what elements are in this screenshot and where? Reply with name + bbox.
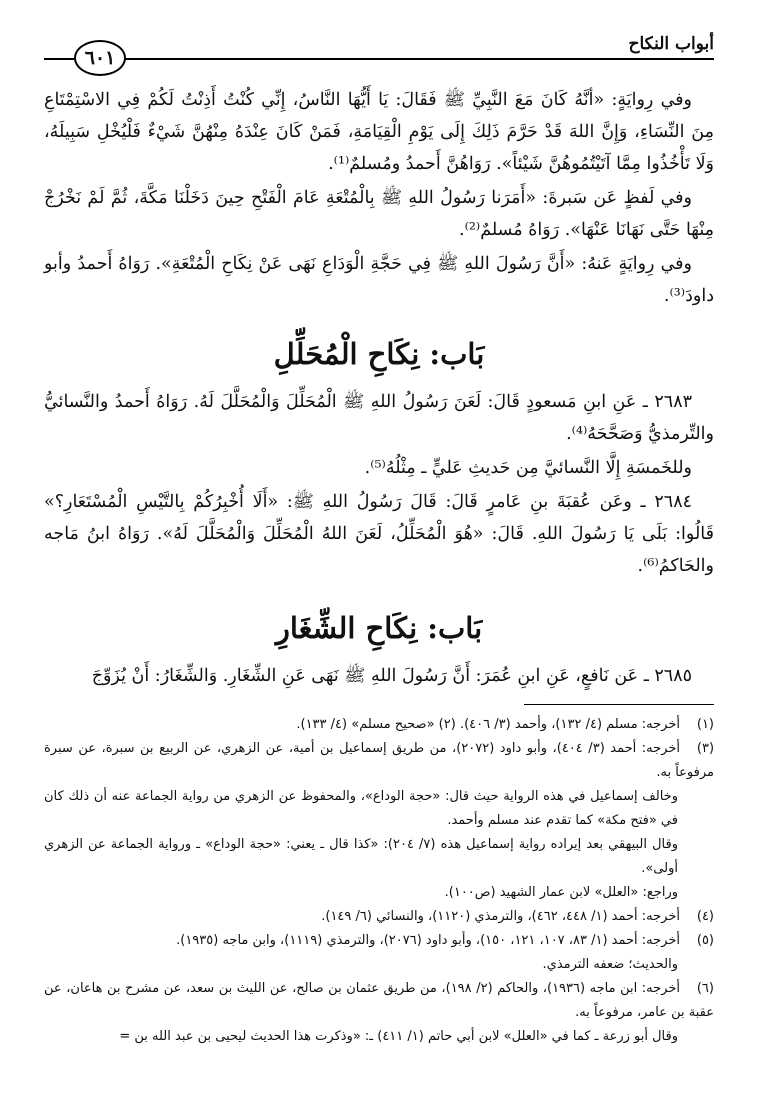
footnote-text: أخرجه: مسلم (٤/ ١٣٢)، وأحمد (٣/ ٤٠٦). (٢) «صحيح مسلم» (٤/ ١٣٣). <box>296 717 680 732</box>
footnote-number: (١) <box>696 717 714 732</box>
hadith-2683: ٢٦٨٣ ـ عَنِ ابنِ مَسعودٍ قَالَ: لَعَنَ رَسُولُ اللهِ ﷺ الْمُحَلِّلَ وَالْمُحَلَّلَ لَهُ. رَوَاهُ أَحمدُ والنَّسائيُّ والتِّرمذيُّ وَصَحَّحَهُ⁽⁴⁾. <box>44 392 714 444</box>
footnote-number: (٦) <box>696 981 714 996</box>
chapter-title-shighar: بَاب: نِكَاحِ الشِّغَارِ <box>275 611 483 645</box>
running-header <box>44 32 714 72</box>
footnote-3-cont-3: وراجع: «العلل» لابن عمار الشهيد (ص١٠٠). <box>444 885 678 900</box>
header-rule-left <box>44 58 74 60</box>
footnote-text: أخرجه: أحمد (٣/ ٤٠٤)، وأبو داود (٢٠٧٢)، من طريق إسماعيل بن أمية، عن الزهري، عن الربيع بن سبرة، عن سبرة مرفوعاً به. <box>44 741 714 780</box>
hadith-2685: ٢٦٨٥ ـ عَن نَافعٍ، عَنِ ابنِ عُمَرَ: أَنَّ رَسُولَ اللهِ ﷺ نَهَى عَنِ الشِّغَارِ. وَالشِّغَارُ: أَنْ يُزَوِّجَ <box>91 666 692 686</box>
footnote-text: أخرجه: أحمد (١/ ٨٣، ١٠٧، ١٢١، ١٥٠)، وأبو داود (٢٠٧٦)، والترمذي (١١١٩)، وابن ماجه (١٩٣٥). <box>176 933 680 948</box>
footnote-text: أخرجه: ابن ماجه (١٩٣٦)، والحاكم (٢/ ١٩٨)، من طريق عثمان بن صالح، عن الليث بن سعد، عن مشرح بن هاعان، عن عقبة بن عامر، مرفوعاً به. <box>44 981 714 1020</box>
hadith-2684: ٢٦٨٤ ـ وعَن عُقبَةَ بنِ عَامرٍ قَالَ: قَالَ رَسُولُ اللهِ ﷺ: «أَلَا أُخْبِرُكُمْ بِالتَّيْسِ الْمُسْتَعَارِ؟» قَالُوا: بَلَى يَا رَسُولَ اللهِ. قَالَ: «هُوَ الْمُحَلِّلُ، لَعَنَ اللهُ الْمُحَلِّلَ وَالْمُحَلَّلَ لَهُ». رَوَاهُ ابنُ مَاجه والحَاكمُ⁽⁶⁾. <box>44 492 714 576</box>
footnote-3-cont-2: وقال البيهقي بعد إيراده رواية إسماعيل هذه (٧/ ٢٠٤): «كذا قال ـ يعني: «حجة الوداع» ـ ورواية الجماعة عن الزهري أولى». <box>44 837 678 876</box>
footnote-3 <box>44 737 714 785</box>
hadith-para-5: وللخَمسَةِ إِلَّا النَّسائيَّ مِن حَديثِ عَليٍّ ـ مِثْلُهُ⁽⁵⁾. <box>364 458 692 478</box>
footnote-rule <box>524 704 714 705</box>
footnote-3-cont-1: وخالف إسماعيل في هذه الرواية حيث قال: «حجة الوداع»، والمحفوظ عن الزهري من رواية الجماعة عنه أن ذلك كان في «فتح مكة» كما تقدم عند مسلم وأحمد. <box>44 789 678 828</box>
footnote-5-cont: والحديث؛ ضعفه الترمذي. <box>542 957 678 972</box>
footnote-number: (٤) <box>696 909 714 924</box>
chapter-title-muhallil: بَاب: نِكَاحِ الْمُحَلِّلِ <box>273 337 485 371</box>
main-text <box>44 84 714 1049</box>
footnote-4 <box>44 905 714 929</box>
header-title: أبواب النكاح <box>628 34 714 54</box>
hadith-para-3: وفي رِوايَةٍ عَنهُ: «أَنَّ رَسُولَ اللهِ ﷺ فِي حَجَّةِ الْوَدَاعِ نَهَى عَنْ نِكَاحِ الْمُتْعَةِ». رَوَاهُ أَحمدُ وأبو داودَ⁽³⁾. <box>44 254 714 306</box>
footnote-number: (٥) <box>696 933 714 948</box>
footnote-6 <box>44 977 714 1025</box>
page-number: ٦٠١ <box>74 40 126 76</box>
footnote-number: (٣) <box>696 741 715 756</box>
footnotes <box>44 713 714 1049</box>
hadith-para-2: وفي لَفظٍ عَن سَبرةَ: «أَمَرَنا رَسُولُ اللهِ ﷺ بِالْمُتْعَةِ عَامَ الْفَتْحِ حِينَ دَخَلْنَا مَكَّةَ، ثُمَّ لَمْ نَخْرُجْ مِنْهَا حَتَّى نَهَانَا عَنْهَا». رَوَاهُ مُسلمٌ⁽²⁾. <box>44 188 714 240</box>
hadith-para-1: وفي رِوايَةٍ: «أنَّهُ كَانَ مَعَ النَّبِيِّ ﷺ فَقَالَ: يَا أَيُّهَا النَّاسُ، إِنِّي كُنْتُ أَذِنْتُ لَكُمْ فِي الاسْتِمْتَاعِ مِنَ النِّسَاءِ، وَإِنَّ اللهَ قَدْ حَرَّمَ ذَلِكَ إِلَى يَوْمِ الْقِيَامَةِ، فَمَنْ كَانَ عِنْدَهُ مِنْهُنَّ شَيْءٌ فَلْيُخْلِ سَبِيلَهُ، وَلَا تَأْخُذُوا مِمَّا آتَيْتُمُوهُنَّ شَيْئاً». رَوَاهُنَّ أَحمدُ ومُسلمٌ⁽¹⁾. <box>44 90 714 174</box>
footnote-text: أخرجه: أحمد (١/ ٤٤٨، ٤٦٢)، والترمذي (١١٢٠)، والنسائي (٦/ ١٤٩). <box>321 909 680 924</box>
footnote-6-cont: وقال أبو زرعة ـ كما في «العلل» لابن أبي حاتم (١/ ٤١١) ـ: «وذكرت هذا الحديث ليحيى بن عبد الله بن = <box>119 1029 678 1044</box>
header-rule <box>124 58 714 60</box>
footnote-5 <box>44 929 714 953</box>
footnote-1 <box>44 713 714 737</box>
